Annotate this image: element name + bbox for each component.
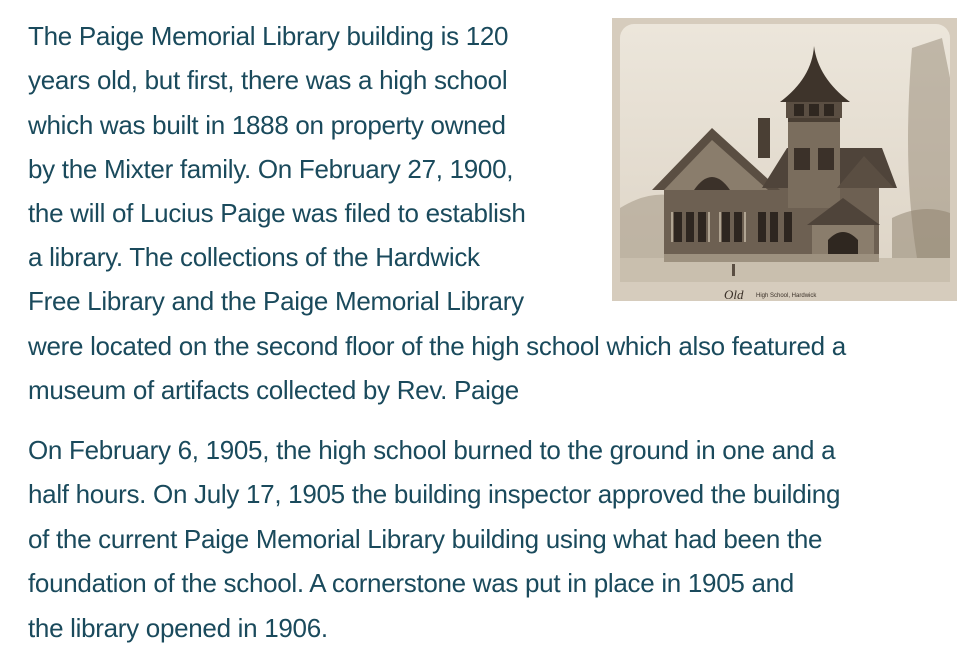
paragraph1-line: Free Library and the Paige Memorial Library bbox=[28, 286, 524, 316]
paragraph1-line: years old, but first, there was a high school bbox=[28, 65, 508, 95]
paragraph2-line: foundation of the school. A cornerstone was put in place in 1905 and bbox=[28, 568, 794, 598]
paragraph1-line: the will of Lucius Paige was filed to establish bbox=[28, 198, 526, 228]
paragraph1-line: The Paige Memorial Library building is 120 bbox=[28, 21, 509, 51]
paragraph1-line: museum of artifacts collected by Rev. Paige bbox=[28, 375, 519, 405]
paragraph2-line: the library opened in 1906. bbox=[28, 613, 328, 643]
photo-signature: Old bbox=[724, 287, 744, 301]
paragraph1-line: a library. The collections of the Hardwick bbox=[28, 242, 480, 272]
paragraph1-line: by the Mixter family. On February 27, 1900, bbox=[28, 154, 514, 184]
photo-caption: High School, Hardwick bbox=[756, 293, 817, 299]
paragraph2-line: half hours. On July 17, 1905 the building inspector approved the building bbox=[28, 479, 841, 509]
paragraph1-line: were located on the second floor of the high school which also featured a bbox=[28, 331, 846, 361]
paragraph2-line: of the current Paige Memorial Library building using what had been the bbox=[28, 524, 823, 554]
high-school-photo bbox=[612, 18, 957, 301]
paragraph2-line: On February 6, 1905, the high school burned to the ground in one and a bbox=[28, 435, 836, 465]
paragraph1-line: which was built in 1888 on property owned bbox=[28, 110, 506, 140]
